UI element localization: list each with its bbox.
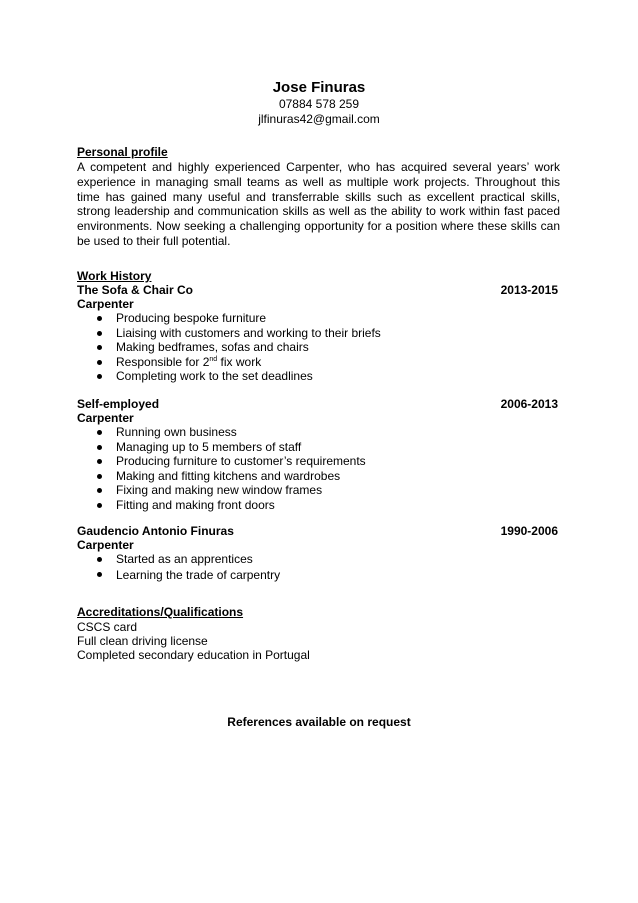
candidate-name: Jose Finuras — [272, 79, 366, 96]
bullet-icon — [97, 474, 102, 479]
list-item — [95, 498, 366, 513]
duty-text: Managing up to 5 members of staff — [116, 439, 302, 454]
bullet-icon — [97, 360, 102, 365]
list-item — [95, 311, 381, 326]
job-employer: Self-employed — [77, 397, 160, 411]
job-role: Carpenter — [77, 538, 134, 552]
bullet-icon — [97, 345, 102, 350]
list-item — [95, 483, 366, 498]
bullet-icon — [97, 331, 102, 336]
accreditation-item: Full clean driving license — [77, 634, 208, 648]
job-employer: Gaudencio Antonio Finuras — [77, 524, 234, 538]
personal-profile-text: A competent and highly experienced Carpenter, who has acquired several years’ work experience in managing small teams as well as multiple work projects. Throughout this time has gained many useful and transferrable skills such as excellent practical skills, strong leadership and communication skills as well as the ability to work within fast paced environments. Now seeking a challenging opportunity for a position where these skills can be used to their full potential. — [77, 160, 560, 248]
bullet-icon — [97, 557, 102, 562]
duty-text: Completing work to the set deadlines — [116, 369, 313, 384]
duty-text: Running own business — [116, 425, 237, 439]
bullet-icon — [97, 316, 102, 321]
list-item — [95, 425, 366, 440]
job-years: 1990-2006 — [500, 524, 558, 538]
references-note: References available on request — [227, 715, 411, 729]
duty-text: Producing furniture to customer’s requirements — [116, 454, 366, 469]
duty-text: Learning the trade of carpentry — [116, 567, 281, 582]
phone-number: 07884 578 259 — [278, 97, 360, 111]
list-item — [95, 454, 366, 469]
bullet-icon — [97, 503, 102, 508]
list-item — [95, 440, 366, 455]
duty-text: Fitting and making front doors — [116, 497, 275, 512]
accreditations-heading: Accreditations/Qualifications — [77, 605, 244, 619]
job-duties-list — [95, 311, 381, 384]
list-item — [95, 369, 381, 384]
bullet-icon — [97, 374, 102, 379]
job-duties-list — [95, 425, 366, 513]
personal-profile-heading: Personal profile — [77, 145, 168, 159]
list-item — [95, 469, 366, 484]
email-address: jlfinuras42@gmail.com — [258, 112, 380, 126]
bullet-icon — [97, 430, 102, 435]
accreditation-item: CSCS card — [77, 620, 138, 634]
duty-text-superscript: nd — [209, 355, 218, 363]
job-duties-list — [95, 552, 280, 583]
bullet-icon — [97, 488, 102, 493]
job-years: 2013-2015 — [500, 283, 558, 297]
duty-text-before: Responsible for 2 — [116, 354, 210, 369]
bullet-icon — [97, 572, 102, 577]
job-employer: The Sofa & Chair Co — [77, 283, 194, 297]
duty-text: Liaising with customers and working to their briefs — [116, 325, 381, 340]
duty-text: Making and fitting kitchens and wardrobes — [116, 468, 341, 483]
list-item — [95, 326, 381, 341]
duty-text: Making bedframes, sofas and chairs — [116, 340, 309, 355]
duty-text-after: fix work — [217, 354, 262, 369]
list-item — [95, 567, 280, 583]
duty-text: Started as an apprentices — [116, 552, 253, 566]
duty-text: Fixing and making new window frames — [116, 483, 323, 498]
bullet-icon — [97, 459, 102, 464]
bullet-icon — [97, 445, 102, 450]
job-role: Carpenter — [77, 297, 134, 311]
job-years: 2006-2013 — [500, 397, 558, 411]
list-item — [95, 552, 280, 567]
list-item — [95, 340, 381, 355]
duty-text: Producing bespoke furniture — [116, 311, 267, 325]
list-item — [95, 355, 381, 370]
job-role: Carpenter — [77, 411, 134, 425]
work-history-heading: Work History — [77, 269, 152, 283]
accreditation-item: Completed secondary education in Portugal — [77, 648, 310, 662]
